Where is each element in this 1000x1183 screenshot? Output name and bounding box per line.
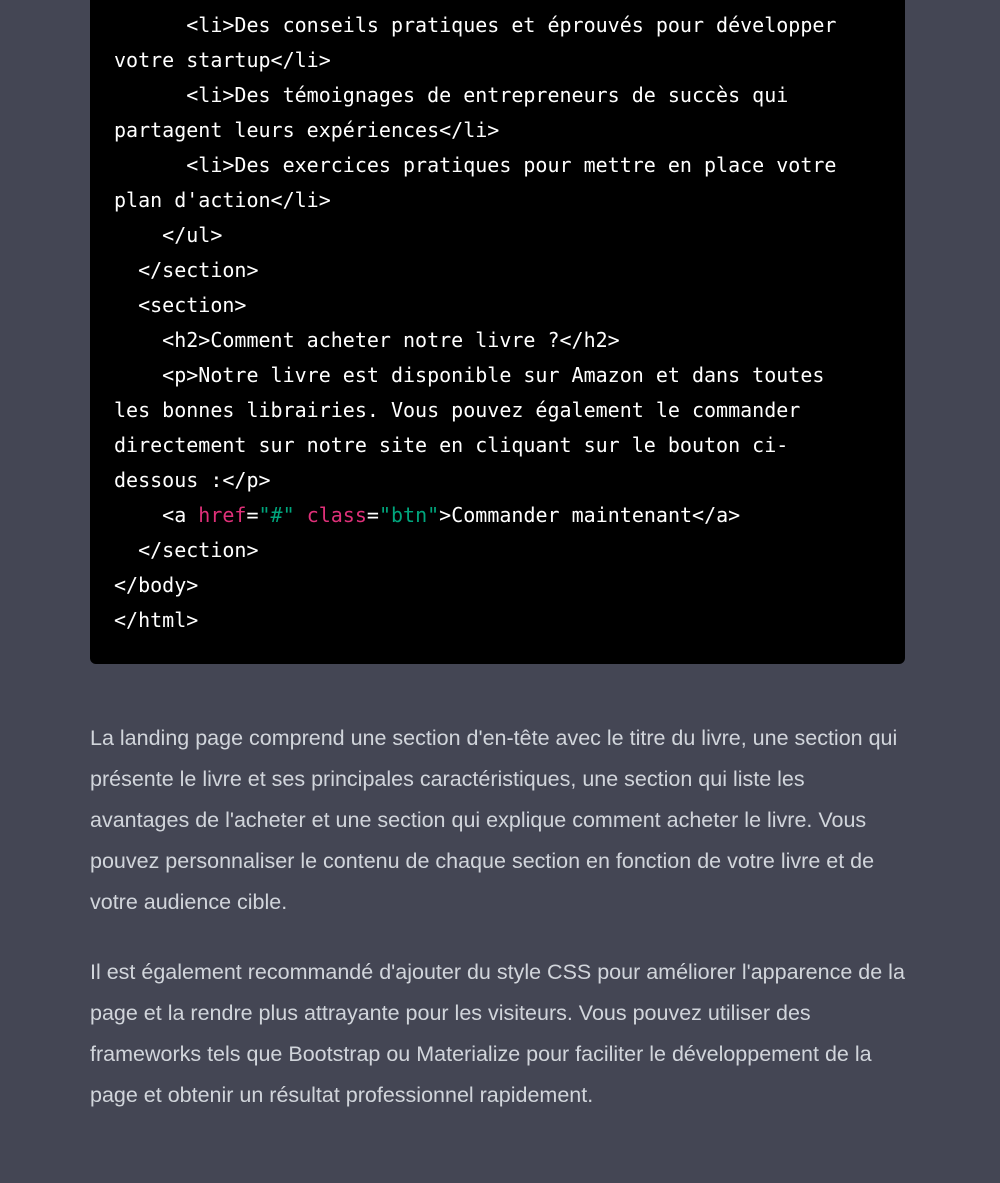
code-token: <li>Des témoignages de entrepreneurs de succès qui (114, 83, 789, 107)
code-token: = (366, 503, 379, 527)
code-string-token: "btn" (378, 503, 440, 527)
code-line (114, 568, 895, 603)
code-token: </body> (114, 573, 199, 597)
code-attr-token: class (306, 503, 367, 527)
code-token: = (246, 503, 259, 527)
code-token: <section> (114, 293, 247, 317)
code-line (114, 218, 895, 253)
code-token: directement sur notre site en cliquant sur le bouton ci- (114, 433, 789, 457)
code-line (114, 288, 895, 323)
code-line (114, 113, 895, 148)
code-token: <h2>Comment acheter notre livre ?</h2> (114, 328, 620, 352)
code-token: plan d'action</li> (114, 188, 331, 212)
code-token: dessous :</p> (114, 468, 271, 492)
code-line (114, 323, 895, 358)
code-block[interactable] (90, 0, 905, 664)
message-paragraph: Il est également recommandé d'ajouter du style CSS pour améliorer l'apparence de la page et la rendre plus attrayante pour les visiteurs. Vous pouvez utiliser des frameworks tels que Bootstrap ou Materialize pour faciliter le développement de la page et obtenir un résultat professionnel rapidement. (90, 960, 905, 1107)
code-line (114, 428, 895, 463)
code-token: <li>Des conseils pratiques et éprouvés pour développer (114, 13, 837, 37)
message-paragraph: La landing page comprend une section d'en-tête avec le titre du livre, une section qui présente le livre et ses principales caractéristiques, une section qui liste les avantages de l'acheter et une section qui explique comment acheter le livre. Vous pouvez personnaliser le contenu de chaque section en fonction de votre livre et de votre audience cible. (90, 726, 898, 914)
code-token: >Commander maintenant</a> (439, 503, 741, 527)
code-token: <a (114, 503, 199, 527)
code-line (114, 8, 895, 43)
code-line (114, 183, 895, 218)
code-line (114, 533, 895, 568)
code-token: les bonnes librairies. Vous pouvez également le commander (114, 398, 801, 422)
code-token: votre startup</li> (114, 48, 331, 72)
code-token (295, 503, 307, 527)
code-string-token: "#" (258, 503, 295, 527)
code-attr-token: href (198, 503, 247, 527)
code-line (114, 393, 895, 428)
code-line (114, 603, 895, 638)
code-token: </ul> (114, 223, 223, 247)
code-line (114, 463, 895, 498)
code-line (114, 358, 895, 393)
code-content[interactable] (114, 8, 895, 638)
code-token: </section> (114, 258, 259, 282)
assistant-message (90, 718, 905, 1145)
code-token: <li>Des exercices pratiques pour mettre en place votre (114, 153, 837, 177)
code-line (114, 498, 895, 533)
code-token: <p>Notre livre est disponible sur Amazon et dans toutes (114, 363, 825, 387)
code-line (114, 253, 895, 288)
code-line (114, 78, 895, 113)
code-token: </html> (114, 608, 199, 632)
code-line (114, 43, 895, 78)
code-token: </section> (114, 538, 259, 562)
code-line (114, 148, 895, 183)
code-token: partagent leurs expériences</li> (114, 118, 500, 142)
